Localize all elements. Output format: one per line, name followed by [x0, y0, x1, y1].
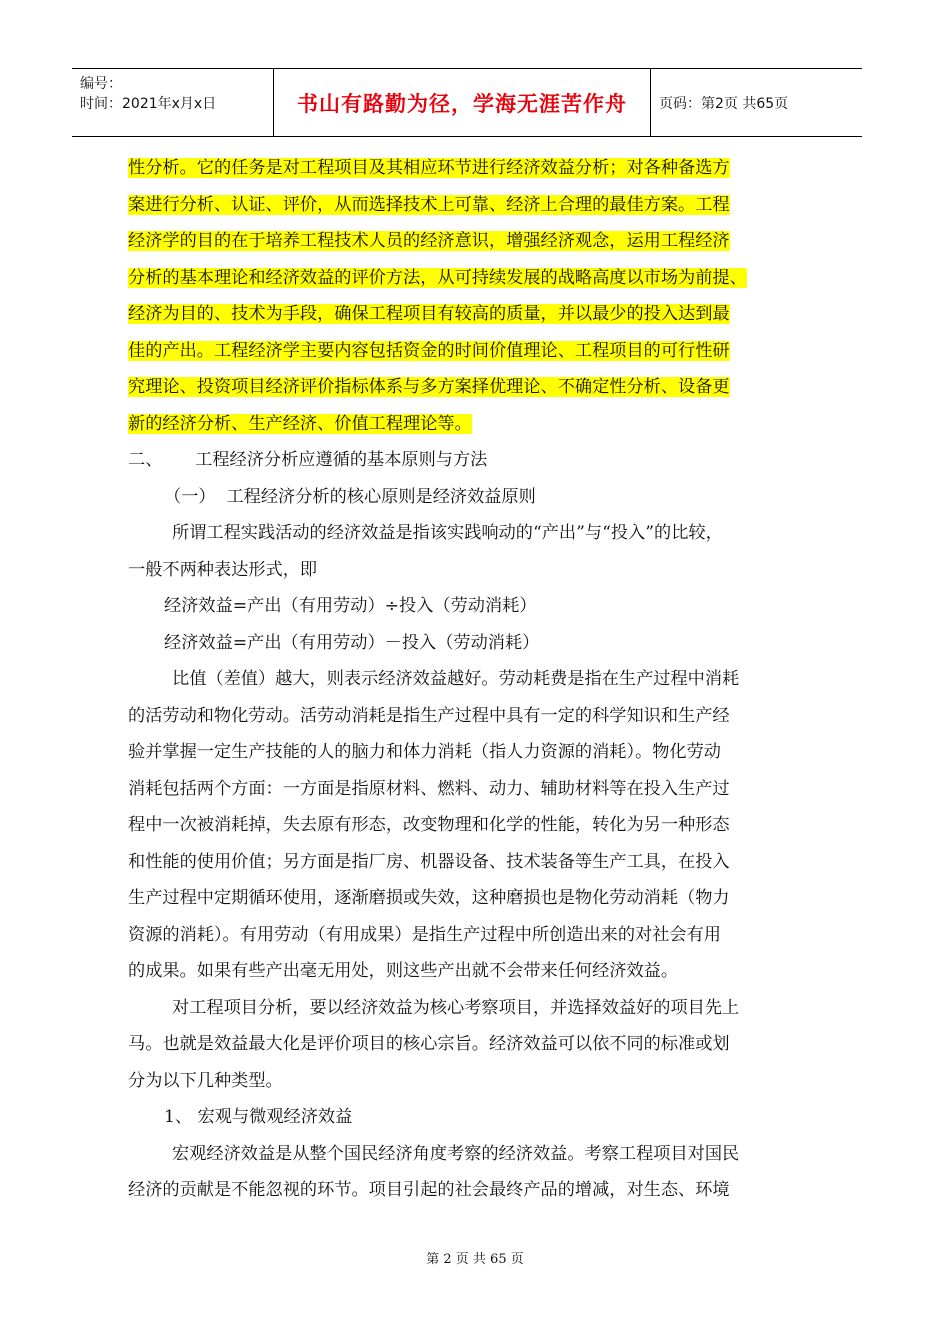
text-line: 案进行分析、认证、评价，从而选择技术上可靠、经济上合理的最佳方案。工程: [128, 194, 730, 215]
text-line: 经济学的目的在于培养工程技术人员的经济意识，增强经济观念，运用工程经济: [128, 231, 730, 251]
page-header: [72, 68, 862, 137]
header-meta: [72, 69, 274, 136]
text-line: 佳的产出。工程经济学主要内容包括资金的时间价值理论、工程项目的可行性研: [128, 340, 730, 361]
page-footer: 第 2 页 共 65 页: [426, 1252, 524, 1267]
text-line: 生产过程中定期循环使用，逐渐磨损或失效，这种磨损也是物化劳动消耗（物力: [128, 888, 730, 908]
text-line: 的活劳动和物化劳动。活劳动消耗是指生产过程中具有一定的科学知识和生产经: [128, 705, 730, 726]
text-line: 程中一次被消耗掉，失去原有形态，改变物理和化学的性能，转化为另一种形态: [128, 815, 730, 835]
formula-ratio: 经济效益=产出（有用劳动）÷投入（劳动消耗）: [164, 596, 537, 616]
text-line: 对工程项目分析，要以经济效益为核心考察项目，并选择效益好的项目先上: [172, 997, 740, 1018]
paragraph: [128, 661, 828, 990]
formula-difference: 经济效益=产出（有用劳动）－投入（劳动消耗）: [164, 632, 540, 653]
text-line: 经济的贡献是不能忽视的环节。项目引起的社会最终产品的增减，对生态、环境: [128, 1180, 730, 1200]
text-line: 比值（差值）越大，则表示经济效益越好。劳动耗费是指在生产过程中消耗: [172, 669, 740, 689]
section-heading: 二、 工程经济分析应遵循的基本原则与方法: [128, 450, 488, 470]
highlighted-paragraph: [128, 150, 828, 442]
number-label: 编号：: [80, 76, 122, 92]
text-line: 宏观经济效益是从整个国民经济角度考察的经济效益。考察工程项目对国民: [172, 1143, 740, 1164]
text-line: 验并掌握一定生产技能的人的脑力和体力消耗（指人力资源的消耗）。物化劳动: [128, 742, 721, 762]
text-line: 资源的消耗）。有用劳动（有用成果）是指生产过程中所创造出来的对社会有用: [128, 924, 721, 945]
text-line: 消耗包括两个方面：一方面是指原材料、燃料、动力、辅助材料等在投入生产过: [128, 778, 730, 799]
text-line: 分析的基本理论和经济效益的评价方法，从可持续发展的战略高度以市场为前提、: [128, 267, 747, 288]
text-line: 新的经济分析、生产经济、价值工程理论等。: [128, 413, 472, 434]
subsection-heading: （一） 工程经济分析的核心原则是经济效益原则: [164, 486, 536, 507]
text-line: 究理论、投资项目经济评价指标体系与多方案择优理论、不确定性分析、设备更: [128, 377, 730, 397]
text-line: 性分析。它的任务是对工程项目及其相应环节进行经济效益分析；对各种备选方: [128, 158, 730, 178]
text-line: 经济为目的、技术为手段，确保工程项目有较高的质量，并以最少的投入达到最: [128, 304, 730, 324]
text-line: 一般不两种表达形式，即: [128, 559, 318, 580]
text-line: 马。也就是效益最大化是评价项目的核心宗旨。经济效益可以依不同的标准或划: [128, 1034, 730, 1054]
text-line: 和性能的使用价值；另方面是指厂房、机器设备、技术装备等生产工具，在投入: [128, 851, 730, 872]
header-motto: 书山有路勤为径，学海无涯苦作舟: [274, 69, 651, 136]
text-line: 的成果。如果有些产出毫无用处，则这些产出就不会带来任何经济效益。: [128, 961, 679, 981]
paragraph: [128, 1136, 828, 1209]
text-line: 所谓工程实践活动的经济效益是指该实践响动的“产出”与“投入”的比较，: [172, 523, 723, 543]
paragraph: [128, 990, 828, 1100]
header-page-info: 页码：第2页 共65页: [659, 95, 789, 112]
item-heading: 1、 宏观与微观经济效益: [164, 1107, 353, 1127]
paragraph: [128, 515, 828, 588]
time-label: 时间：2021年x月x日: [80, 96, 217, 112]
text-line: 分为以下几种类型。: [128, 1070, 283, 1091]
document-body: [128, 150, 828, 1209]
